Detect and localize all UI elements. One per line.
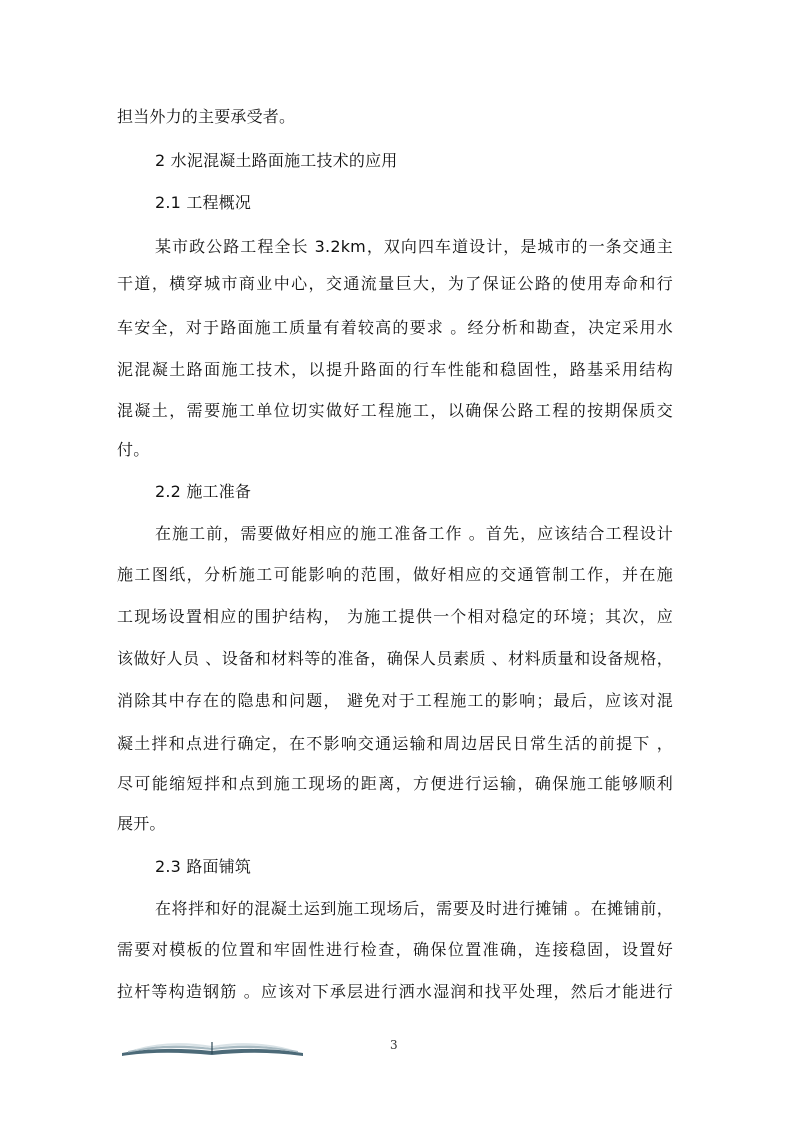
text-line: 混凝土，需要施工单位切实做好工程施工，以确保公路工程的按期保质交 bbox=[117, 401, 673, 420]
text-line: 泥混凝土路面施工技术，以提升路面的行车性能和稳固性，路基采用结构 bbox=[117, 360, 673, 379]
open-book-icon bbox=[120, 1033, 305, 1059]
text-line: 工现场设置相应的围护结构， 为施工提供一个相对稳定的环境；其次，应 bbox=[117, 607, 673, 626]
text-line: 付。 bbox=[117, 440, 150, 459]
text-line: 在将拌和好的混凝土运到施工现场后，需要及时进行摊铺 。在摊铺前， bbox=[155, 899, 673, 918]
text-line: 该做好人员 、设备和材料等的准备，确保人员素质 、材料质量和设备规格， bbox=[117, 649, 673, 668]
text-line: 施工图纸，分析施工可能影响的范围，做好相应的交通管制工作，并在施 bbox=[117, 565, 673, 584]
text-line: 干道，横穿城市商业中心，交通流量巨大，为了保证公路的使用寿命和行 bbox=[117, 274, 673, 293]
text-line: 某市政公路工程全长 3.2km，双向四车道设计，是城市的一条交通主 bbox=[155, 237, 673, 256]
subsection-heading: 2.3 路面铺筑 bbox=[155, 857, 252, 876]
text-line: 凝土拌和点进行确定，在不影响交通运输和周边居民日常生活的前提下 ， bbox=[117, 734, 673, 753]
text-line: 拉杆等构造钢筋 。应该对下承层进行洒水湿润和找平处理，然后才能进行 bbox=[117, 982, 673, 1001]
text-line: 展开。 bbox=[117, 814, 166, 833]
page-number: 3 bbox=[390, 1038, 398, 1052]
section-heading: 2 水泥混凝土路面施工技术的应用 bbox=[155, 151, 398, 170]
text-line: 消除其中存在的隐患和问题， 避免对于工程施工的影响；最后，应该对混 bbox=[117, 691, 673, 710]
subsection-heading: 2.2 施工准备 bbox=[155, 482, 252, 501]
text-line: 尽可能缩短拌和点到施工现场的距离，方便进行运输，确保施工能够顺利 bbox=[117, 774, 673, 793]
text-line: 需要对模板的位置和牢固性进行检查，确保位置准确，连接稳固，设置好 bbox=[117, 940, 673, 959]
text-line: 担当外力的主要承受者。 bbox=[117, 107, 296, 126]
subsection-heading: 2.1 工程概况 bbox=[155, 193, 252, 212]
text-line: 车安全，对于路面施工质量有着较高的要求 。经分析和勘查，决定采用水 bbox=[117, 318, 673, 337]
text-line: 在施工前，需要做好相应的施工准备工作 。首先，应该结合工程设计 bbox=[155, 524, 673, 543]
